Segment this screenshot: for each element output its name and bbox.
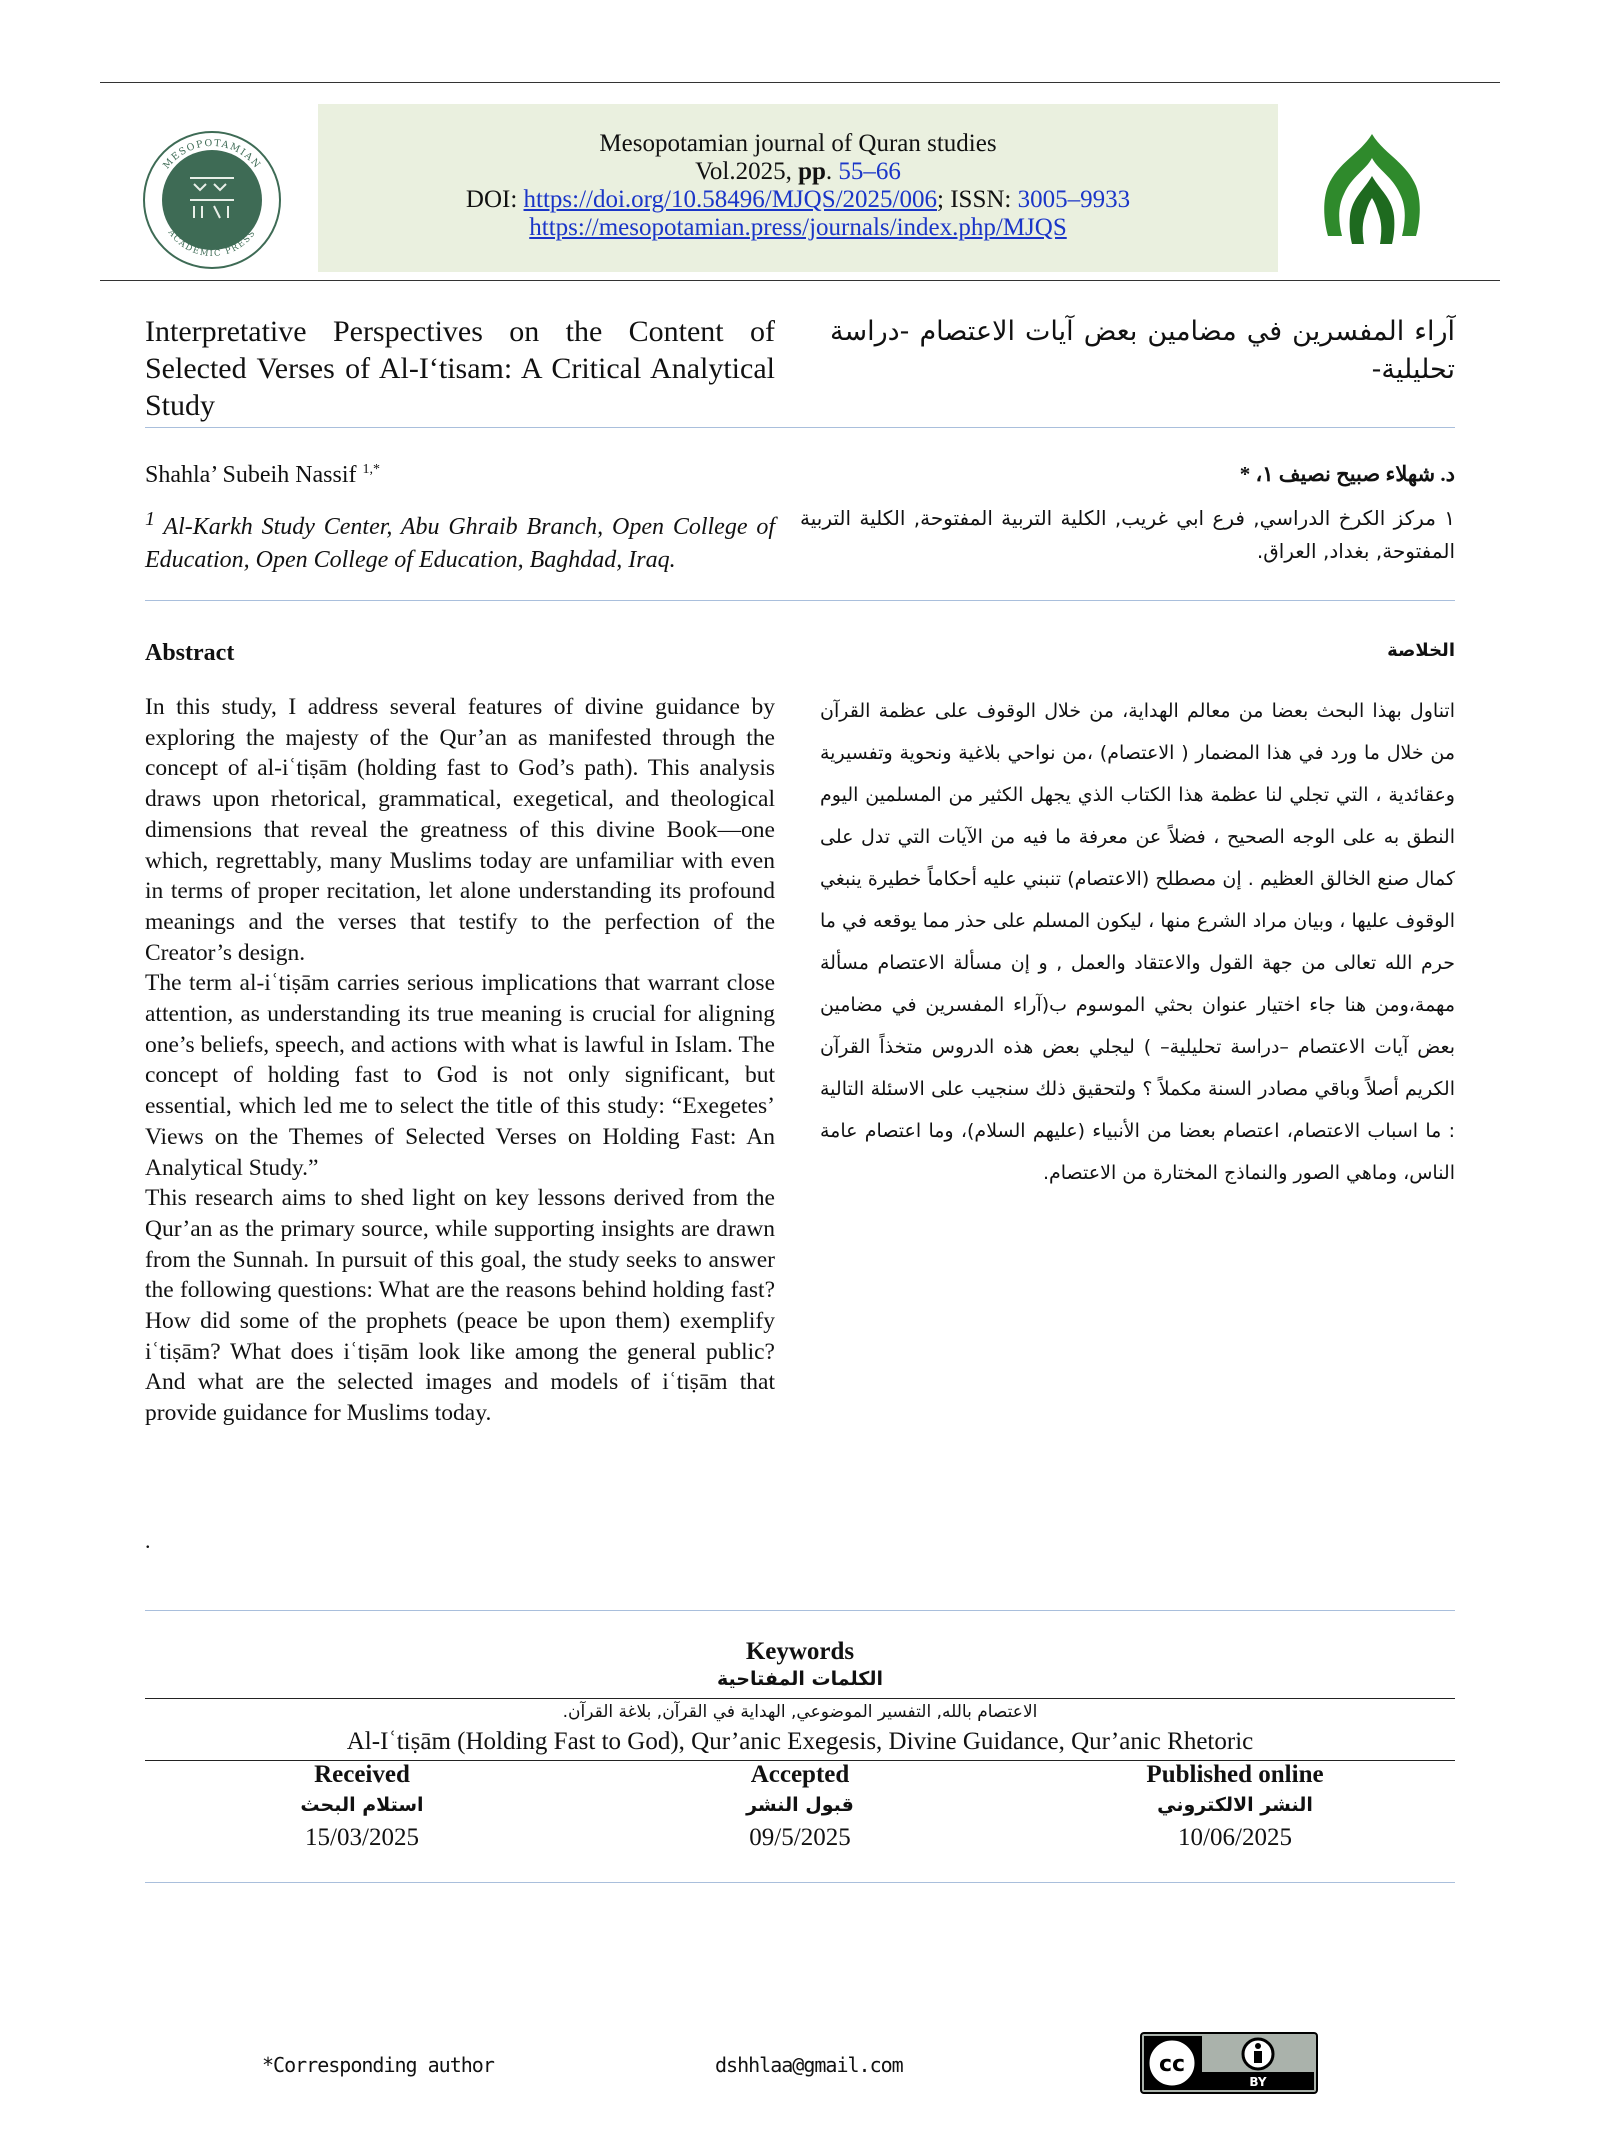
abstract-english bbox=[145, 692, 775, 1429]
affiliation-english bbox=[145, 503, 775, 577]
abstract-trailing-dot: . bbox=[145, 1528, 151, 1553]
issn-label: ; ISSN: bbox=[937, 186, 1018, 213]
date-value: 09/5/2025 bbox=[749, 1824, 851, 1851]
keywords-rule bbox=[145, 1698, 1455, 1699]
mesopotamian-seal-logo bbox=[142, 130, 282, 270]
author-divider bbox=[145, 600, 1455, 601]
doi-link[interactable]: https://doi.org/10.58496/MJQS/2025/006 bbox=[523, 186, 938, 213]
affiliation-text: Al-Karkh Study Center, Abu Ghraib Branch, Open College of Education, Open College of Education, Baghdad, Iraq. bbox=[145, 514, 775, 573]
keywords-arabic: الاعتصام بالله, التفسير الموضوعي, الهداية في القرآن, بلاغة القرآن. bbox=[562, 1702, 1038, 1722]
volume-text: Vol.2025, bbox=[695, 158, 799, 185]
journal-header bbox=[318, 104, 1278, 272]
keywords-top-divider bbox=[145, 1610, 1455, 1611]
page-range: 55–66 bbox=[838, 158, 901, 185]
cc-by-license-icon[interactable] bbox=[1140, 2032, 1318, 2094]
date-label: Accepted bbox=[750, 1761, 850, 1788]
abstract-paragraph: This research aims to shed light on key lessons derived from the Qur’an as the primary source, while supporting insights are drawn from the Sunnah. In pursuit of this goal, the study seeks to answer the following questions: What are the reasons behind holding fast? How did some of the prophets (peace be upon them) exemplify iʿtiṣām? What does iʿtiṣām look like among the general public? And what are the selected images and models of iʿtiṣām that provide guidance for Muslims today. bbox=[145, 1185, 775, 1427]
keywords-heading: Keywords bbox=[745, 1638, 855, 1665]
keywords-heading-arabic: الكلمات المفتاحية bbox=[717, 1668, 883, 1690]
date-published bbox=[1035, 1760, 1435, 1856]
date-value: 10/06/2025 bbox=[1178, 1824, 1292, 1851]
title-english: Interpretative Perspectives on the Content of Selected Verses of Al-I‘tisam: A Critical Analytical Study bbox=[145, 315, 775, 422]
date-label-arabic: النشر الالكتروني bbox=[1157, 1794, 1313, 1816]
header-bottom-rule bbox=[100, 280, 1500, 281]
volume-line bbox=[318, 158, 1278, 186]
corresponding-email[interactable]: dshhlaa@gmail.com bbox=[715, 2053, 903, 2077]
journal-crescent-logo bbox=[1320, 132, 1424, 252]
date-label: Published online bbox=[1146, 1761, 1324, 1788]
abstract-heading: Abstract bbox=[145, 640, 235, 666]
seal-top-text: MESOPOTAMIAN bbox=[161, 137, 263, 172]
top-rule bbox=[100, 82, 1500, 83]
affiliation-superscript: 1 bbox=[145, 508, 155, 530]
svg-text:cc: cc bbox=[1158, 2052, 1186, 2077]
affiliation-arabic: ١ مركز الكرخ الدراسي, فرع ابي غريب, الكلية التربية المفتوحة, الكلية التربية المفتوحة, بغداد, العراق. bbox=[800, 506, 1455, 563]
pages-dot: . bbox=[825, 158, 839, 185]
author-name: Shahla’ Subeih Nassif bbox=[145, 462, 363, 488]
date-label: Received bbox=[314, 1761, 410, 1788]
date-value: 15/03/2025 bbox=[305, 1824, 419, 1851]
corresponding-author-note: *Corresponding author bbox=[262, 2053, 494, 2077]
journal-name: Mesopotamian journal of Quran studies bbox=[599, 130, 997, 157]
cc-by-label: BY bbox=[1249, 2075, 1267, 2089]
pages-label: pp bbox=[798, 158, 826, 185]
issn-value: 3005–9933 bbox=[1017, 186, 1131, 213]
author-english bbox=[145, 462, 380, 489]
author-arabic: د. شهلاء صبيح نصيف ١، * bbox=[1239, 462, 1455, 486]
keywords-english: Al-Iʿtiṣām (Holding Fast to God), Qur’anic Exegesis, Divine Guidance, Qur’anic Rhetoric bbox=[346, 1728, 1254, 1755]
date-accepted bbox=[600, 1760, 1000, 1856]
author-superscript: 1,* bbox=[362, 462, 381, 477]
doi-line bbox=[318, 186, 1278, 214]
seal-bottom-text: ACADEMIC PRESS bbox=[165, 227, 259, 260]
date-received bbox=[162, 1760, 562, 1856]
abstract-arabic: اتناول بهذا البحث بعضا من معالم الهداية، من خلال الوقوف على عظمة القرآن من خلال ما ورد في هذا المضمار ( الاعتصام) ،من نواحي بلاغية ونحوية وتفسيرية وعقائدية ، التي تجلي لنا عظمة هذا الكتاب الذي يجهل الكثير من المسلمين اليوم النطق به على الوجه الصحيح ، فضلاً عن معرفة ما فيه من الآيات التي تدل على كمال صنع الخالق العظيم . إن مصطلح (الاعتصام) تنبني عليه أحكاماً خطيرة ينبغي الوقوف عليها ، وبيان مراد الشرع منها ، ليكون المسلم على حذر مما يوقعه في ما حرم الله تعالى من جهة القول والاعتقاد والعمل , و إن مسألة الاعتصام مسألة مهمة،ومن هنا جاء اختيار عنوان بحثي الموسوم ب(آراء المفسرين في مضامين بعض آيات الاعتصام –دراسة تحليلية– ) ليجلي بعض هذه الدروس متخذاً القرآن الكريم أصلاً وباقي مصادر السنة مكملاً ؟ ولتحقيق ذلك سنجيب على الاسئلة التالية : ما اسباب الاعتصام، اعتصام بعضا من الأنبياء (عليهم السلام)، وما اعتصام عامة الناس، وماهي الصور والنماذج المختارة من الاعتصام. bbox=[820, 700, 1455, 1184]
date-label-arabic: استلام البحث bbox=[300, 1794, 424, 1816]
title-arabic: آراء المفسرين في مضامين بعض آيات الاعتصام -دراسة تحليلية- bbox=[830, 316, 1455, 385]
abstract-paragraph: In this study, I address several features of divine guidance by exploring the majesty of the Qur’an as manifested through the concept of al-iʿtiṣām (holding fast to God’s path). This analysis draws upon rhetorical, grammatical, exegetical, and theological dimensions that reveal the greatness of this divine Book—one which, regrettably, many Muslims today are unfamiliar with even in terms of proper recitation, let alone understanding its profound meanings and the verses that testify to the perfection of the Creator’s design. bbox=[145, 694, 775, 966]
abstract-paragraph: The term al-iʿtiṣām carries serious implications that warrant close attention, as understanding its true meaning is crucial for aligning one’s beliefs, speech, and actions with what is lawful in Islam. The concept of holding fast to God is not only significant, but essential, which led me to select the title of this study: “Exegetes’ Views on the Themes of Selected Verses on Holding Fast: An Analytical Study.” bbox=[145, 970, 775, 1181]
dates-bottom-divider bbox=[145, 1882, 1455, 1883]
doi-label: DOI: bbox=[465, 186, 524, 213]
date-label-arabic: قبول النشر bbox=[746, 1794, 854, 1816]
title-divider bbox=[145, 427, 1455, 428]
journal-site-link[interactable]: https://mesopotamian.press/journals/index.php/MJQS bbox=[529, 214, 1067, 241]
abstract-heading-arabic: الخلاصة bbox=[1387, 640, 1455, 661]
